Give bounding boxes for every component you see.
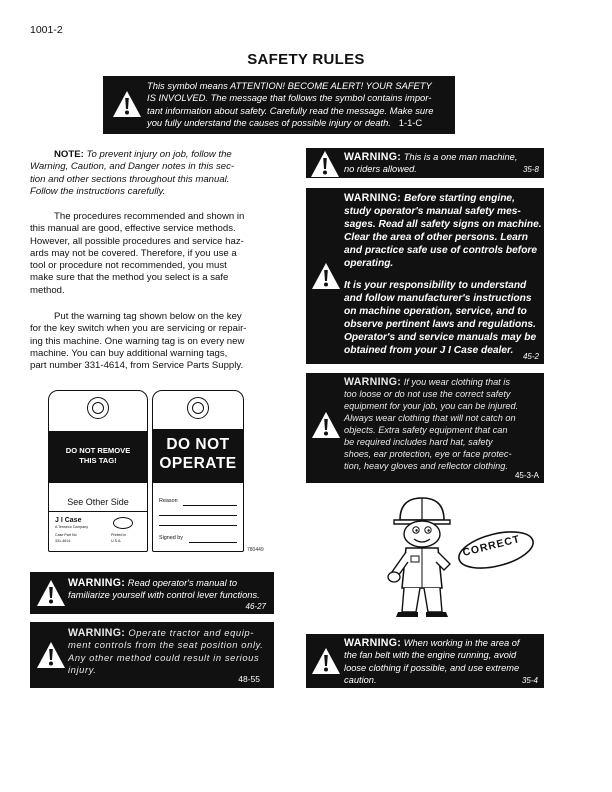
warning-code: 46-27	[245, 602, 266, 611]
warning-code: 45-2	[522, 352, 539, 361]
attention-code: 1-1-C	[398, 116, 423, 128]
warning-lead: WARNING:	[68, 577, 126, 589]
reason-label: Reason	[159, 498, 178, 504]
warning-triangle-icon	[36, 579, 66, 607]
page-title: SAFETY RULES	[247, 51, 365, 68]
signed-by-label: Signed by	[159, 535, 183, 541]
figure-code: 780449	[247, 547, 264, 553]
warning-one-man: WARNING: This is a one man machine, no riders allowed. 35-8	[306, 148, 544, 178]
warning-clothing: WARNING: If you wear clothing that is too loose or do not use the correct safety equipment for your job, you can be injured. Always wear clothing that will not catch on objects. Extra safety equipment that can be required includes hard hat, safety shoes, ear protection, eye or face protec- tion, heavy gloves and reflector clothing. 45-3-A	[306, 373, 544, 483]
warning-tag-paragraph: Put the warning tag shown below on the key for the key switch when you are servicing or repair- ing this machine. One warning tag is on every new machine. You can buy additional warning tags, part number 331-4614, from Service Parts Supply.	[30, 311, 247, 372]
warning-manual: WARNING: Before starting engine, study operator's manual safety mes- sages. Read all safety signs on machine. Clear the area of other persons. Learn and practice safe use of controls before operating. It is your responsibility to understand and follow manufacturer's instructions on machine operation, service, and to observe pertinent laws and regulations. Operator's and service manuals may be obtained from your J I Case dealer. 45-2	[306, 188, 544, 364]
warning-triangle-icon	[310, 150, 340, 178]
brand-subtitle: A Tenneco Company	[55, 525, 89, 529]
warning-code: 35-8	[522, 165, 539, 174]
procedures-paragraph: The procedures recommended and shown in this manual are good, effective service methods. However, all possible procedures and service haz- ards may not be covered. Therefore, if you use a tool or procedure not recommended, you must make sure that the method you select is a safe method.	[30, 211, 245, 296]
attention-line: This symbol means ATTENTION! BECOME ALERT! YOUR SAFETY	[147, 80, 432, 91]
warning-lead: WARNING:	[344, 192, 402, 204]
warning-code: 45-3-A	[514, 471, 539, 480]
warning-triangle-icon	[311, 411, 341, 439]
tag-band: DO NOT REMOVE THIS TAG!	[49, 431, 147, 483]
warning-code: 48-55	[238, 674, 260, 684]
warning-lead: WARNING:	[68, 627, 126, 639]
case-logo-icon	[113, 517, 133, 529]
note-label: NOTE:	[54, 149, 84, 160]
attention-banner	[103, 76, 455, 134]
tag-band: DO NOT OPERATE	[153, 429, 243, 483]
warning-lead: WARNING:	[344, 637, 402, 649]
warning-triangle-icon	[36, 641, 66, 669]
attention-line: you fully understand the causes of possible injury or death. 1-1-C	[147, 116, 423, 128]
warning-triangle-icon	[311, 262, 341, 290]
warning-tag-front: DO NOT REMOVE THIS TAG! See Other Side J I Case A Tenneco Company Case Part No 331-4614 Printed in U.S.A.	[48, 390, 148, 552]
page-number: 1001-2	[30, 24, 63, 36]
correct-stamp-text: CORRECT	[461, 533, 522, 559]
see-other-side: See Other Side	[67, 497, 129, 507]
note-paragraph: NOTE: To prevent injury on job, follow the Warning, Caution, and Danger notes in this sec- tion and other sections throughout this manual. Follow the instructions carefully.	[30, 149, 235, 197]
part-number: 331-4614	[55, 539, 71, 543]
attention-line: tant information about safety. Carefully read the message. Make sure	[147, 104, 434, 116]
warning-lead: WARNING:	[344, 376, 402, 388]
warning-tag-back	[152, 390, 244, 552]
warning-seat: WARNING: Operate tractor and equip- ment controls from the seat position only. Any other method could result in serious injury. 48-55	[30, 622, 274, 688]
attention-line: IS INVOLVED. The message that follows the symbol contains impor-	[147, 92, 432, 104]
warning-triangle-icon	[112, 90, 142, 118]
warning-fan: WARNING: When working in the area of the fan belt with the engine running, avoid loose clothing if possible, and use extreme caution. 35-4	[306, 634, 544, 688]
warning-code: 35-4	[521, 676, 538, 685]
brand-name: J I Case	[55, 517, 82, 524]
warning-lead: WARNING:	[344, 151, 402, 163]
warning-lever: WARNING: Read operator's manual to familiarize yourself with control lever functions. 46-27	[30, 572, 274, 614]
warning-triangle-icon	[311, 647, 341, 675]
